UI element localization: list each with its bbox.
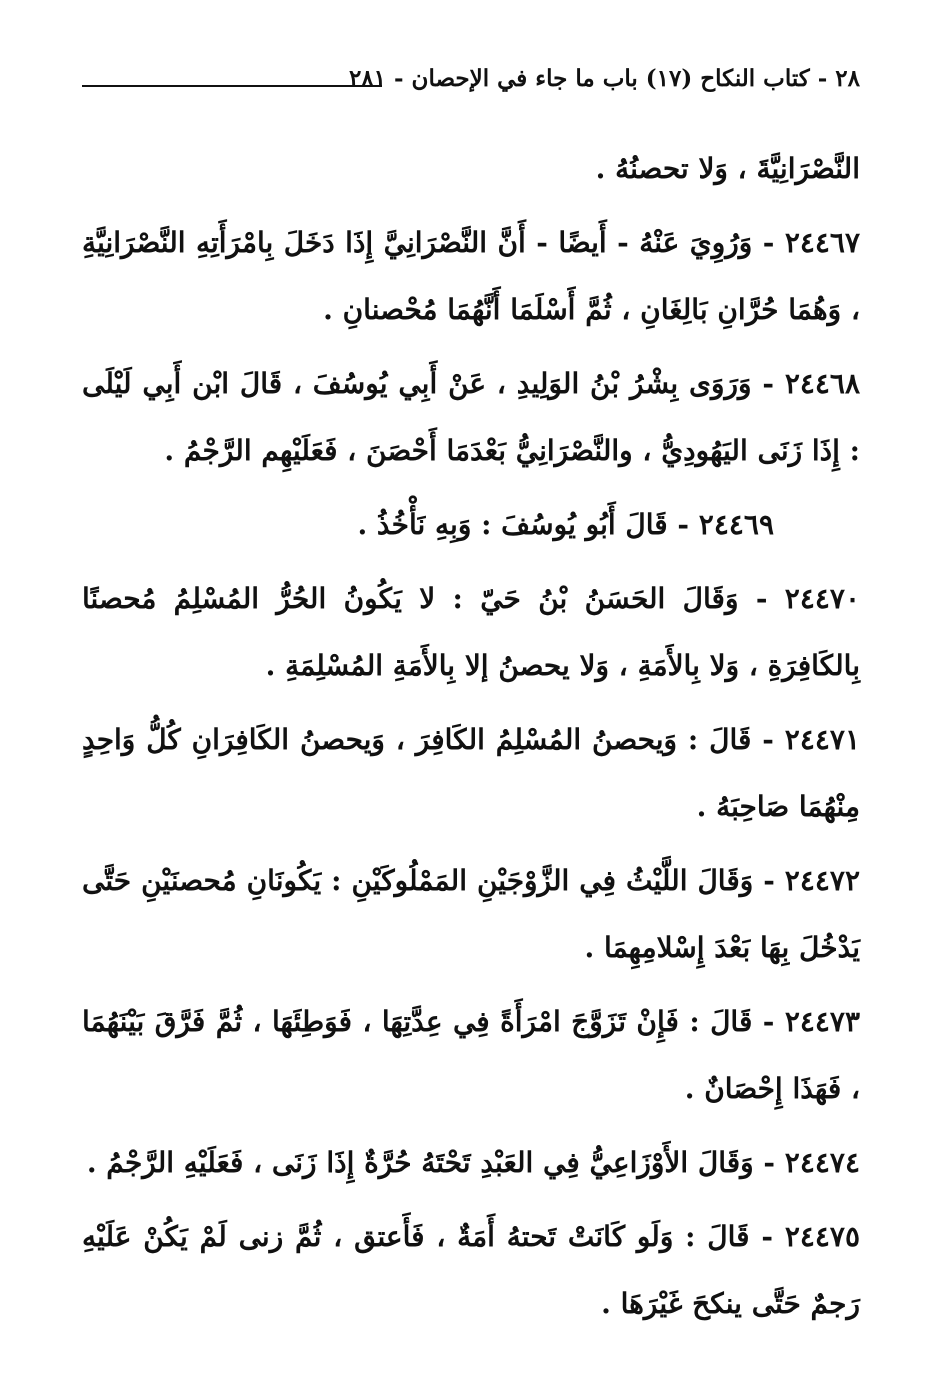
dash-separator: -: [752, 226, 775, 259]
paragraph-number: ٢٤٤٧٣: [784, 1005, 861, 1038]
paragraph-continuation: [82, 135, 860, 202]
running-header: [82, 62, 860, 96]
paragraph-number: ٢٤٤٦٩: [698, 508, 774, 541]
paragraph-24467: [82, 209, 860, 343]
body-text: [82, 135, 860, 1344]
dash-separator: -: [751, 723, 774, 756]
paragraph-24469: [82, 491, 860, 558]
paragraph-number: ٢٤٤٧٥: [784, 1220, 861, 1253]
dash-separator: -: [753, 864, 775, 897]
paragraph-text: قَالَ : فَإِنْ تَزَوَّجَ امْرَأَةً فِي عِدَّتِهَا ، فَوَطِئَهَا ، ثُمَّ فَرَّقَ بَيْنَهُمَا ، فَهَذَا إِحْصَانٌ .: [82, 1005, 860, 1105]
paragraph-24470: [82, 565, 860, 699]
dash-separator: -: [751, 367, 774, 400]
paragraph-24471: [82, 706, 860, 840]
paragraph-text: قَالَ أَبُو يُوسُفَ : وَبِهِ نَأْخُذُ .: [357, 508, 668, 541]
paragraph-number: ٢٤٤٧٢: [784, 864, 860, 897]
paragraph-number: ٢٤٤٦٧: [784, 226, 861, 259]
dash-separator: -: [753, 1146, 776, 1179]
paragraph-24473: [82, 988, 860, 1122]
dash-separator: -: [738, 582, 768, 615]
paragraph-24475: [82, 1203, 860, 1337]
paragraph-number: ٢٤٤٧١: [784, 723, 860, 756]
paragraph-text: وَرَوَى بِشْرُ بْنُ الوَلِيدِ ، عَنْ أَبِي يُوسُفَ ، قَالَ ابْن أَبِي لَيْلَى : إِذَا زَنَى اليَهُودِيُّ ، والنَّصْرَانِيُّ بَعْدَمَا أَحْصَنَ ، فَعَلَيْهِم الرَّجْمُ .: [82, 367, 860, 467]
dash-separator: -: [667, 508, 690, 541]
paragraph-text: وَرُوِيَ عَنْهُ - أَيضًا - أَنَّ النَّصْرَانِيَّ إِذَا دَخَلَ بِامْرَأَتِهِ النَّصْرَانِيَّةِ ، وَهُمَا حُرَّانِ بَالِغَانِ ، ثُمَّ أَسْلَمَا أَنَّهُمَا مُحْصنانِ .: [82, 226, 860, 326]
paragraph-number: ٢٤٤٧٠: [784, 582, 860, 615]
paragraph-text: وَقَالَ اللَّيْثُ فِي الزَّوْجَيْنِ المَمْلُوكَيْنِ : يَكُونَانِ مُحصنَيْنِ حَتَّى يَدْخُلَ بِهَا بَعْدَ إِسْلامِهِمَا .: [82, 864, 860, 964]
header-rule: [82, 85, 382, 87]
paragraph-text: وَقَالَ الأَوْزَاعِيُّ فِي العَبْدِ تَحْتَهُ حُرَّةٌ إِذَا زَنَى ، فَعَلَيْهِ الرَّجْمُ .: [86, 1146, 754, 1179]
dash-separator: -: [749, 1220, 773, 1253]
paragraph-text: النَّصْرَانِيَّةَ ، وَلا تحصنُهُ .: [595, 152, 860, 185]
running-head-title: ٢٨ - كتاب النكاح (١٧) باب ما جاء في الإحصان - ٢٨١: [348, 65, 860, 92]
paragraph-number: ٢٤٤٧٤: [784, 1146, 860, 1179]
paragraph-number: ٢٤٤٦٨: [784, 367, 861, 400]
paragraph-text: قَالَ : وَيحصنُ المُسْلِمُ الكَافِرَ ، وَيحصنُ الكَافِرَانِ كُلُّ وَاحِدٍ مِنْهُمَا صَاحِبَهُ .: [82, 723, 860, 823]
paragraph-24472: [82, 847, 860, 981]
paragraph-24468: [82, 350, 860, 484]
paragraph-text: قَالَ : وَلَو كَانَتْ تَحتهُ أَمَةٌ ، فَأَعتق ، ثُمَّ زنى لَمْ يَكُنْ عَلَيْهِ رَجمٌ حَتَّى ينكحَ غَيْرَهَا .: [82, 1220, 860, 1320]
dash-separator: -: [752, 1005, 775, 1038]
paragraph-text: وَقَالَ الحَسَنُ بْنُ حَيّ : لا يَكُونُ الحُرُّ المُسْلِمُ مُحصنًا بِالكَافِرَةِ ، وَلا بِالأَمَةِ ، وَلا يحصنُ إلا بِالأَمَةِ المُسْلِمَةِ .: [82, 582, 860, 682]
paragraph-24474: [82, 1129, 860, 1196]
